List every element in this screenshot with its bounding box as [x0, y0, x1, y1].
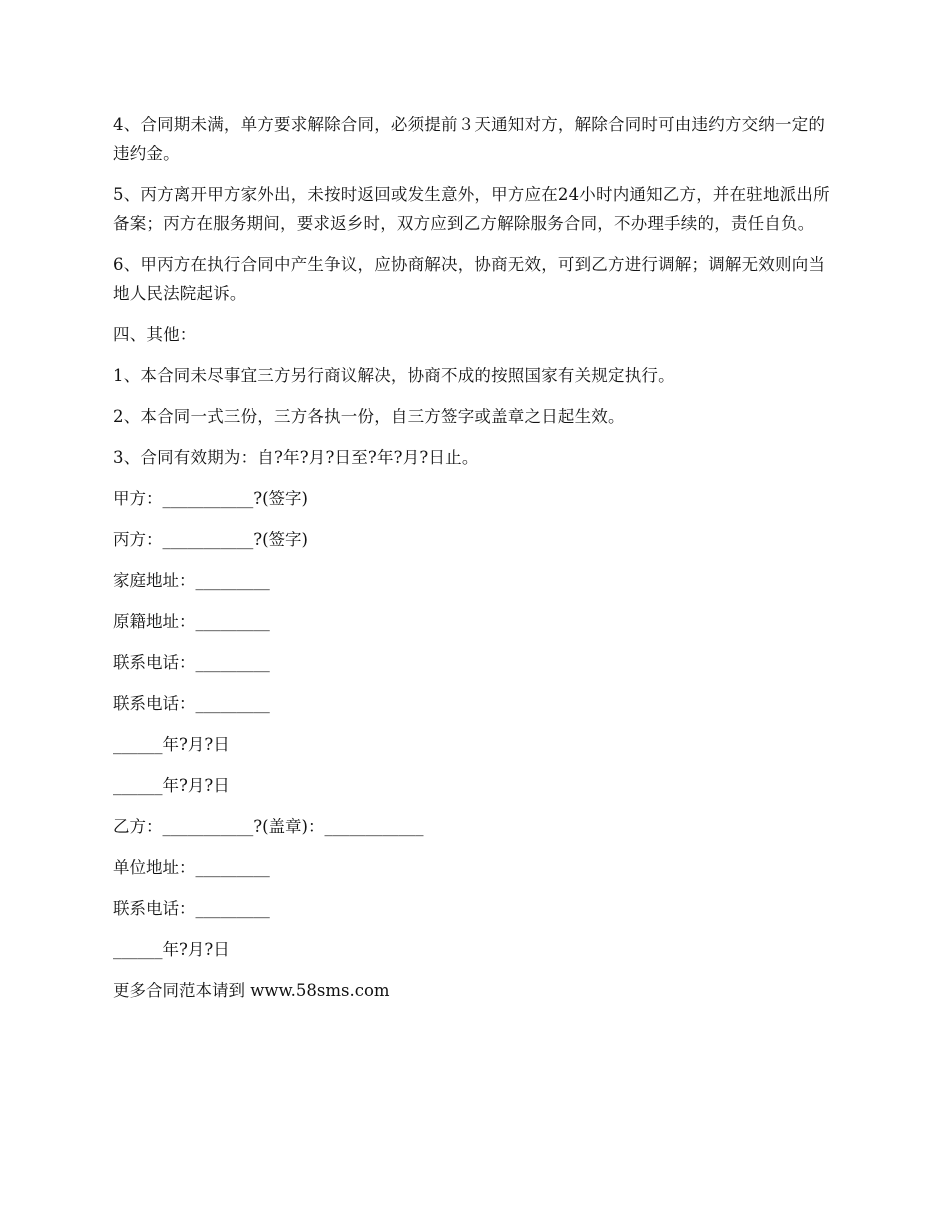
clause-6: 6、甲丙方在执行合同中产生争议，应协商解决，协商无效，可到乙方进行调解；调解无效则向当地人民法院起诉。 [113, 255, 826, 303]
party-a-signature: 甲方：___________?(签字) [113, 489, 308, 508]
clause-5: 5、丙方离开甲方家外出，未按时返回或发生意外，甲方应在24小时内通知乙方，并在驻地派出所备案；丙方在服务期间，要求返乡时，双方应到乙方解除服务合同，不办理手续的，责任自负。 [113, 185, 830, 233]
other-item-3: 3、合同有效期为：自?年?月?日至?年?月?日止。 [113, 448, 479, 467]
phone-1: 联系电话：_________ [113, 653, 270, 672]
document-page [113, 110, 833, 1017]
home-address: 家庭地址：_________ [113, 571, 270, 590]
other-item-2: 2、本合同一式三份，三方各执一份，自三方签字或盖章之日起生效。 [113, 407, 625, 426]
native-address: 原籍地址：_________ [113, 612, 270, 631]
footer-link-text: 更多合同范本请到 www.58sms.com [113, 981, 390, 1000]
phone-2: 联系电话：_________ [113, 694, 270, 713]
clause-4: 4、合同期未满，单方要求解除合同，必须提前３天通知对方，解除合同时可由违约方交纳一定的违约金。 [113, 115, 826, 163]
phone-3: 联系电话：_________ [113, 899, 270, 918]
unit-address: 单位地址：_________ [113, 858, 270, 877]
other-item-1: 1、本合同未尽事宜三方另行商议解决，协商不成的按照国家有关规定执行。 [113, 366, 675, 385]
date-1: ______年?月?日 [113, 735, 230, 754]
date-2: ______年?月?日 [113, 776, 230, 795]
party-c-signature: 丙方：___________?(签字) [113, 530, 308, 549]
party-b-seal: 乙方：___________?(盖章)：____________ [113, 817, 424, 836]
section-title-other: 四、其他： [113, 325, 197, 344]
date-3: ______年?月?日 [113, 940, 230, 959]
